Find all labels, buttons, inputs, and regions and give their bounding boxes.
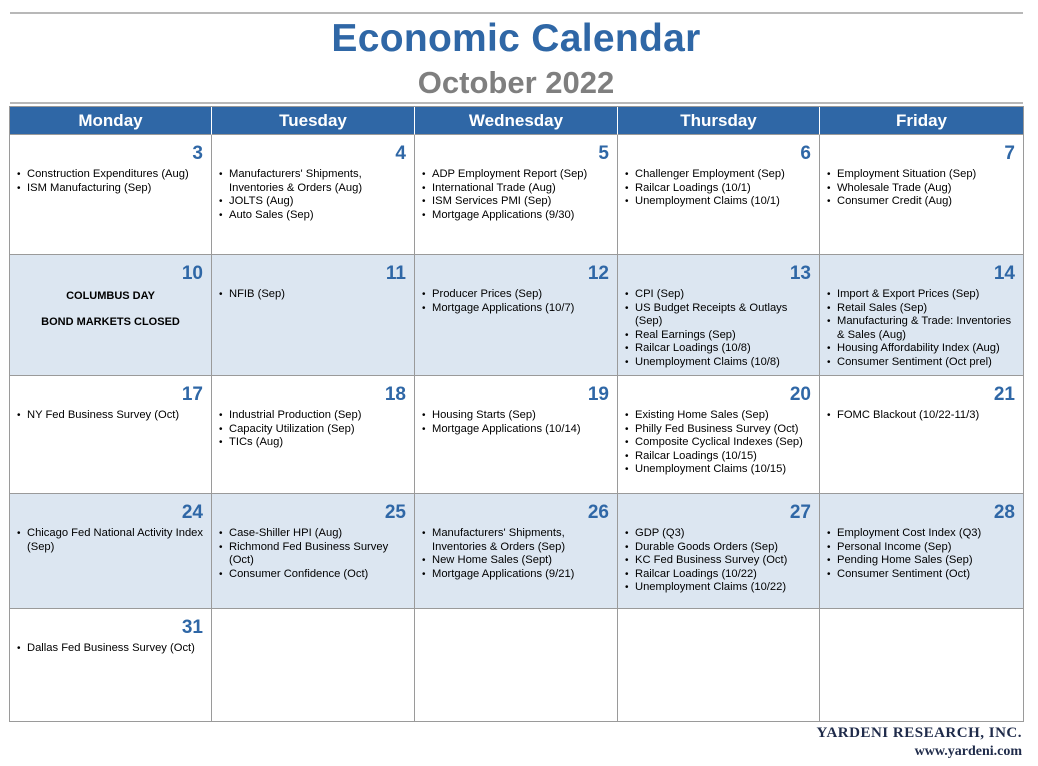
event-list (624, 527, 813, 595)
footer-company: YARDENI RESEARCH, INC. (816, 725, 1022, 741)
day-number: 10 (181, 263, 203, 284)
event-list (624, 168, 813, 209)
event-item: • Import & Export Prices (Sep) (826, 288, 1017, 302)
event-item: • Composite Cyclical Indexes (Sep) (624, 436, 813, 450)
event-item: • Employment Cost Index (Q3) (826, 527, 1017, 541)
day-cell (212, 255, 415, 376)
day-number: 3 (192, 143, 203, 164)
event-item: • Manufacturers' Shipments, Inventories & Orders (Sep) (421, 527, 611, 554)
event-item: • Philly Fed Business Survey (Oct) (624, 423, 813, 437)
page-title: Economic Calendar (331, 17, 701, 60)
event-item: • KC Fed Business Survey (Oct) (624, 554, 813, 568)
weekday-header: Friday (820, 107, 1024, 135)
day-cell (618, 135, 820, 255)
footer-website[interactable]: www.yardeni.com (914, 744, 1022, 759)
holiday-label: BOND MARKETS CLOSED (41, 316, 180, 328)
day-number: 6 (800, 143, 811, 164)
day-number: 13 (789, 263, 811, 284)
event-item: • Manufacturing & Trade: Inventories & Sales (Aug) (826, 315, 1017, 342)
event-item: • ISM Manufacturing (Sep) (16, 182, 205, 196)
event-item: • International Trade (Aug) (421, 182, 611, 196)
event-item: • Mortgage Applications (10/14) (421, 423, 611, 437)
day-number: 21 (993, 384, 1015, 405)
event-item: • Capacity Utilization (Sep) (218, 423, 408, 437)
event-list (826, 288, 1017, 370)
event-item: • Industrial Production (Sep) (218, 409, 408, 423)
day-number: 5 (598, 143, 609, 164)
day-number: 11 (385, 263, 406, 284)
event-item: • Durable Goods Orders (Sep) (624, 541, 813, 555)
event-item: • Chicago Fed National Activity Index (Sep) (16, 527, 205, 554)
day-number: 27 (789, 502, 811, 523)
event-item: • Mortgage Applications (10/7) (421, 302, 611, 316)
event-list (826, 409, 1017, 423)
event-item: • NY Fed Business Survey (Oct) (16, 409, 205, 423)
event-list (218, 409, 408, 450)
weekday-header: Tuesday (212, 107, 415, 135)
event-item: • Consumer Credit (Aug) (826, 195, 1017, 209)
event-list (421, 168, 611, 222)
event-item: • Personal Income (Sep) (826, 541, 1017, 555)
event-item: • Richmond Fed Business Survey (Oct) (218, 541, 408, 568)
day-cell (10, 494, 212, 609)
event-list (624, 288, 813, 370)
event-item: • Manufacturers' Shipments, Inventories & Orders (Aug) (218, 168, 408, 195)
event-item: • Railcar Loadings (10/22) (624, 568, 813, 582)
event-item: • Dallas Fed Business Survey (Oct) (16, 642, 205, 656)
day-number: 18 (384, 384, 406, 405)
event-item: • Unemployment Claims (10/1) (624, 195, 813, 209)
event-item: • US Budget Receipts & Outlays (Sep) (624, 302, 813, 329)
event-item: • Retail Sales (Sep) (826, 302, 1017, 316)
day-cell (10, 609, 212, 722)
event-item: • GDP (Q3) (624, 527, 813, 541)
event-item: • Wholesale Trade (Aug) (826, 182, 1017, 196)
event-item: • Case-Shiller HPI (Aug) (218, 527, 408, 541)
event-item: • Existing Home Sales (Sep) (624, 409, 813, 423)
event-item: • Unemployment Claims (10/8) (624, 356, 813, 370)
day-number: 20 (789, 384, 811, 405)
event-item: • Unemployment Claims (10/22) (624, 581, 813, 595)
event-item: • CPI (Sep) (624, 288, 813, 302)
event-item: • Railcar Loadings (10/1) (624, 182, 813, 196)
day-cell (415, 609, 618, 722)
event-item: • Railcar Loadings (10/15) (624, 450, 813, 464)
day-cell (618, 255, 820, 376)
event-item: • JOLTS (Aug) (218, 195, 408, 209)
day-cell (10, 135, 212, 255)
day-number: 14 (993, 263, 1015, 284)
event-item: • ISM Services PMI (Sep) (421, 195, 611, 209)
day-cell (820, 135, 1024, 255)
day-cell (415, 255, 618, 376)
calendar-grid (9, 106, 1024, 722)
event-list (421, 527, 611, 581)
day-cell (618, 609, 820, 722)
day-cell (415, 376, 618, 494)
day-number (826, 618, 1017, 638)
page-subtitle: October 2022 (417, 65, 615, 100)
day-cell (820, 255, 1024, 376)
day-cell (415, 135, 618, 255)
event-list (218, 527, 408, 581)
event-list (16, 409, 205, 423)
day-cell (10, 255, 212, 376)
event-item: • Auto Sales (Sep) (218, 209, 408, 223)
day-number: 25 (384, 502, 406, 523)
event-item: • Railcar Loadings (10/8) (624, 342, 813, 356)
day-number (421, 618, 611, 638)
event-list (16, 527, 205, 554)
day-cell (10, 376, 212, 494)
event-list (16, 168, 205, 195)
day-cell (212, 494, 415, 609)
event-item: • New Home Sales (Sept) (421, 554, 611, 568)
title-rule (10, 102, 1023, 104)
event-list (624, 409, 813, 477)
event-item: • Consumer Confidence (Oct) (218, 568, 408, 582)
day-cell (820, 494, 1024, 609)
day-cell (212, 135, 415, 255)
event-item: • FOMC Blackout (10/22-11/3) (826, 409, 1017, 423)
event-item: • Consumer Sentiment (Oct) (826, 568, 1017, 582)
event-item: • NFIB (Sep) (218, 288, 408, 302)
day-number: 24 (181, 502, 203, 523)
weekday-header: Wednesday (415, 107, 618, 135)
day-number: 7 (1004, 143, 1015, 164)
day-cell (415, 494, 618, 609)
event-item: • Unemployment Claims (10/15) (624, 463, 813, 477)
day-number: 28 (993, 502, 1015, 523)
day-number: 26 (587, 502, 609, 523)
day-number (624, 618, 813, 638)
event-item: • Mortgage Applications (9/30) (421, 209, 611, 223)
event-list (218, 168, 408, 222)
day-cell (820, 376, 1024, 494)
day-cell (618, 376, 820, 494)
day-cell (820, 609, 1024, 722)
event-item: • Pending Home Sales (Sep) (826, 554, 1017, 568)
event-list (826, 168, 1017, 209)
event-list (826, 527, 1017, 581)
event-list (16, 642, 205, 656)
day-number: 17 (181, 384, 203, 405)
holiday-label: COLUMBUS DAY (66, 290, 155, 302)
day-cell (618, 494, 820, 609)
day-number (218, 618, 408, 638)
day-number: 4 (395, 143, 406, 164)
event-item: • Housing Affordability Index (Aug) (826, 342, 1017, 356)
event-list (421, 409, 611, 436)
event-list (218, 288, 408, 302)
event-item: • Consumer Sentiment (Oct prel) (826, 356, 1017, 370)
event-item: • Employment Situation (Sep) (826, 168, 1017, 182)
event-item: • Mortgage Applications (9/21) (421, 568, 611, 582)
event-item: • Housing Starts (Sep) (421, 409, 611, 423)
event-item: • Producer Prices (Sep) (421, 288, 611, 302)
event-item: • Real Earnings (Sep) (624, 329, 813, 343)
event-item: • TICs (Aug) (218, 436, 408, 450)
day-cell (212, 376, 415, 494)
weekday-header: Monday (10, 107, 212, 135)
event-item: • Challenger Employment (Sep) (624, 168, 813, 182)
event-item: • ADP Employment Report (Sep) (421, 168, 611, 182)
event-list (421, 288, 611, 315)
day-cell (212, 609, 415, 722)
day-number: 12 (587, 263, 609, 284)
day-number: 19 (587, 384, 609, 405)
event-item: • Construction Expenditures (Aug) (16, 168, 205, 182)
weekday-header: Thursday (618, 107, 820, 135)
day-number: 31 (181, 617, 203, 638)
top-rule (10, 12, 1023, 14)
